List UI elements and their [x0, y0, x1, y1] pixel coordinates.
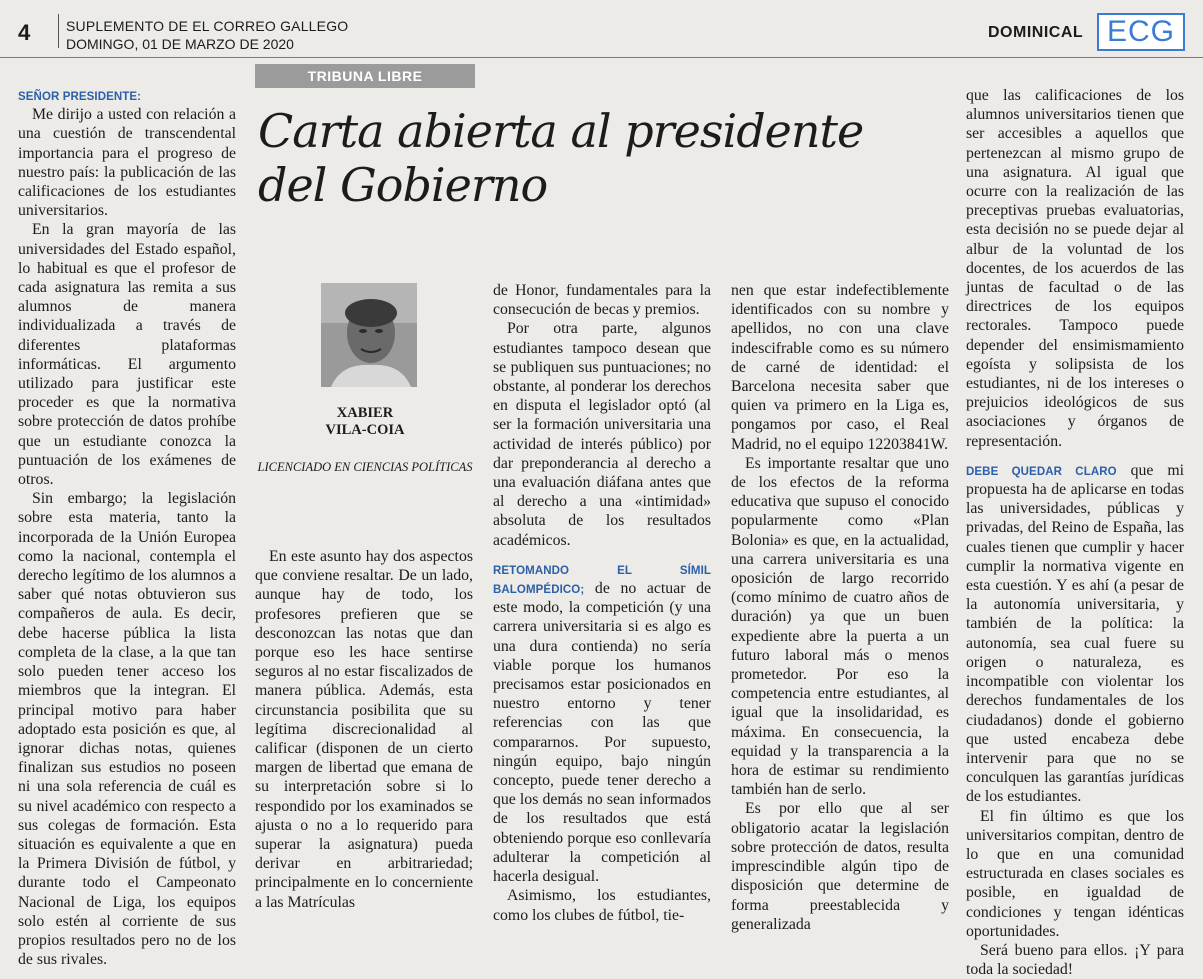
- paragraph: Es importante resaltar que uno de los efectos de la reforma educativa que supuso el conocido popularmente como «Plan Bolonia» es que, en la actualidad, una carrera universitaria es una oposición de largo recorrido (como mínimo de cuatro años de duración) ya que un buen expediente abre la puerta a un futuro laboral más o menos prometedor. Por eso la competencia entre estudiantes, al igual que la insolidaridad, es máxima. En consecuencia, la equidad y la transparencia a la hora de estimar su rendimiento también han de serlo.: [731, 454, 949, 799]
- column-3: [493, 281, 711, 925]
- column-5: [966, 86, 1184, 979]
- ecg-logo: ECG: [1097, 13, 1185, 51]
- paragraph: Por otra parte, algunos estudiantes tampoco desean que se publiquen sus puntuaciones; no obstante, al ponderar los derechos en disputa el legislador optó (al ser la formación universitaria una actividad de interés público) por dar preponderancia al derecho a una evaluación diáfana antes que al derecho a una «intimidad» absoluta de los resultados académicos.: [493, 320, 711, 549]
- paragraph: En este asunto hay dos aspectos que conviene resaltar. De un lado, aunque hay de todo, los profesores prefieren que se desconozcan las notas que dan porque eso les hace sentirse seguros al no estar fiscalizados de manera pública. Además, esta circunstancia posibilita que su legítima discrecionalidad al calificar (disponen de un cierto margen de libertad que emana de su interpretación sobre si lo respondido por los examinados se ajusta o no a lo requerido para superar la asignatura) pueda derivar en arbitrariedad; principalmente en lo concerniente a las Matrículas: [255, 548, 473, 911]
- paragraph: [493, 560, 711, 886]
- paragraph: Asimismo, los estudiantes, como los clubes de fútbol, tie-: [493, 887, 711, 924]
- paragraph: El fin último es que los universitarios compitan, dentro de lo que en una comunidad estructurada en clases sociales es posible, en igualdad de condiciones y tengan idénticas oportunidades.: [966, 807, 1184, 940]
- page-header: [0, 0, 1203, 58]
- publication-name: SUPLEMENTO DE EL CORREO GALLEGO: [66, 18, 349, 34]
- author-role: LICENCIADO EN CIENCIAS POLÍTICAS: [257, 460, 473, 474]
- paragraph: En la gran mayoría de las universidades del Estado español, lo habitual es que el profesor de cada asignatura las remita a sus alumnos de manera individualizada a través de diferentes plataformas informáticas. El argumento utilizado para justificar este proceder es que la normativa sobre protección de datos prohíbe que un estudiante conozca la puntuación de los exámenes de otros.: [18, 221, 236, 489]
- section-name: DOMINICAL: [988, 24, 1084, 41]
- column-4: [731, 281, 949, 934]
- paragraph: nen que estar indefectiblemente identificados con su nombre y apellidos, no con una clave indescifrable como es su número de carné de identidad: el Barcelona necesita saber que quien va primero en la Liga es, pongamos por caso, el Real Madrid, no el equipo 12203841W.: [731, 282, 949, 453]
- paragraph: Es por ello que al ser obligatorio acatar la legislación sobre protección de datos, resulta imprescindible algún tipo de disposición que determine de forma preestablecida y generalizada: [731, 800, 949, 933]
- publication-date: DOMINGO, 01 DE MARZO DE 2020: [66, 36, 294, 52]
- lead-in: SEÑOR PRESIDENTE:: [18, 91, 142, 103]
- page-number: 4: [18, 20, 31, 45]
- lead-in: DEBE QUEDAR CLARO: [966, 465, 1117, 478]
- author-surname: VILA-COIA: [325, 422, 405, 438]
- paragraph: que las calificaciones de los alumnos universitarios tienen que ser accesibles a aquellos que pertenezcan al mismo grupo de una asignatura. Al igual que ocurre con la realización de las preceptivas pruebas evaluatorias, esta decisión no se puede dejar al albur de la voluntad de los docentes, de los acuerdos de las juntas de facultad o de las directrices de los equipos rectorales. Tampoco puede depender del ensimismamiento egoísta y solipsista de los estudiantes, ni de los intereses o prejuicios ideológicos de sus asociaciones y órganos de representación.: [966, 87, 1184, 450]
- lead-in: RETOMANDO EL SÍMIL BALOMPÉDICO;: [493, 564, 711, 597]
- paragraph: Sin embargo; la legislación sobre esta materia, tanto la incorporada de la Unión Europea como la nacional, contempla el derecho legítimo de los alumnos a saber qué notas obtuvieron sus compañeros de aula. Es decir, debe hacerse pública la lista completa de la clase, a la que tan solo pueden tener acceso los miembros que la integran. El principal motivo para haber adoptado esta posición es que, al ignorar dichas notas, quienes finalizan sus estudios no poseen ni una sola referencia de cuál es su nivel académico con respecto a sus colegas de formación. Esta situación es equivalente a que en la Primera División de fútbol, y durante todo el Campeonato Nacional de Liga, los equipos solo estén al corriente de sus propios resultados pero no de los de sus rivales.: [18, 490, 236, 969]
- paragraph-text: que mi propuesta ha de aplicarse en todas las universidades, públicas y privadas, del Reino de España, las cuales tienen que cumplir y hacer cumplir la normativa vigente en esta cuestión. Y es ahí (a pesar de la autonomía universitaria, y también de la política: la autonomía, sea cual fuere su origen o naturaleza, es incompatible con violentar los derechos fundamentales de los ciudadanos) donde el gobierno que usted encabeza debe intervenir para que no se conculquen las garantías jurídicas de los estudiantes.: [966, 461, 1185, 806]
- article-headline: Carta abierta al presidente del Gobierno: [258, 104, 864, 212]
- paragraph: Me dirijo a usted con relación a una cuestión de transcendental importancia para el progreso de nuestro país: la publicación de las calificaciones de los estudiantes universitarios.: [18, 106, 236, 220]
- author-name: [255, 405, 475, 439]
- paragraph-text: de no actuar de este modo, la competición (y una carrera universitaria si es algo es una dura contienda) no sería viable porque los humanos precisamos estar posicionados en nuestro entorno y tener referencias con las que compararnos. Por supuesto, ningún equipo, bajo ningún concepto, puede tener derecho a que los demás no sean informados de los resultados que está obteniendo porque eso conllevaría adulterar la competición al hacerla desigual.: [493, 580, 712, 886]
- column-2: [255, 547, 473, 912]
- author-portrait-icon: [321, 283, 417, 387]
- paragraph: de Honor, fundamentales para la consecución de becas y premios.: [493, 282, 711, 319]
- lead-paragraph-label: [18, 86, 236, 105]
- article-kicker: TRIBUNA LIBRE: [255, 64, 475, 88]
- author-photo: [321, 283, 417, 387]
- paragraph: Será bueno para ellos. ¡Y para toda la sociedad!: [966, 941, 1184, 979]
- column-1: [18, 86, 236, 969]
- header-divider: [58, 14, 59, 48]
- author-first-name: XABIER: [336, 405, 394, 421]
- paragraph: [966, 461, 1184, 807]
